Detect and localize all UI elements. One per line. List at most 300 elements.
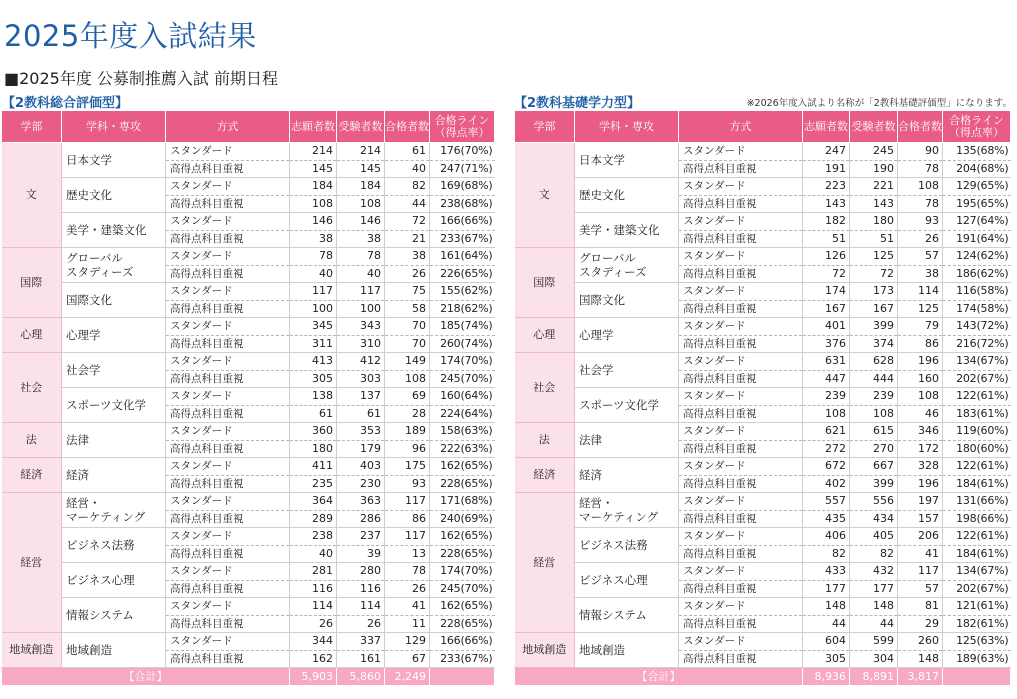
applicants-cell: 177 — [803, 580, 850, 598]
faculty-cell: 経済 — [515, 458, 575, 493]
major-cell: スポーツ文化学 — [575, 388, 679, 423]
examinees-cell: 137 — [337, 388, 385, 406]
header-pass-line-1: 合格ライン — [949, 113, 1004, 127]
method-cell: 高得点科目重視 — [679, 475, 803, 493]
examinees-cell: 237 — [337, 528, 385, 546]
table-row — [515, 388, 1011, 406]
passers-cell: 328 — [898, 458, 943, 476]
pass-line-cell: 162(65%) — [430, 528, 495, 546]
passers-cell: 44 — [385, 195, 430, 213]
pass-line-cell: 116(58%) — [943, 283, 1011, 301]
header-passers: 合格者数 — [385, 111, 430, 143]
method-cell: 高得点科目重視 — [166, 475, 290, 493]
examinees-cell: 303 — [337, 370, 385, 388]
passers-cell: 129 — [385, 633, 430, 651]
table-row — [515, 598, 1011, 616]
passers-cell: 172 — [898, 440, 943, 458]
method-cell: 高得点科目重視 — [679, 580, 803, 598]
method-cell: 高得点科目重視 — [166, 160, 290, 178]
passers-cell: 13 — [385, 545, 430, 563]
examinees-cell: 444 — [850, 370, 898, 388]
method-cell: 高得点科目重視 — [679, 545, 803, 563]
passers-cell: 41 — [898, 545, 943, 563]
applicants-cell: 116 — [290, 580, 337, 598]
pass-line-cell: 122(61%) — [943, 528, 1011, 546]
header-passers: 合格者数 — [898, 111, 943, 143]
major-cell: 歴史文化 — [575, 178, 679, 213]
total-label: 【合計】 — [515, 668, 803, 686]
pass-line-cell: 174(70%) — [430, 563, 495, 581]
pass-line-cell: 122(61%) — [943, 388, 1011, 406]
passers-cell: 149 — [385, 353, 430, 371]
pass-line-cell: 191(64%) — [943, 230, 1011, 248]
method-cell: 高得点科目重視 — [679, 510, 803, 528]
total-passers: 3,817 — [898, 668, 943, 686]
table-row — [2, 528, 495, 546]
applicants-cell: 376 — [803, 335, 850, 353]
applicants-cell: 51 — [803, 230, 850, 248]
examinees-cell: 190 — [850, 160, 898, 178]
table-label-kiso: 【2教科基礎学力型】 — [514, 96, 641, 111]
passers-cell: 75 — [385, 283, 430, 301]
major-name-line: グローバル — [579, 251, 636, 265]
method-cell: スタンダード — [166, 528, 290, 546]
applicants-cell: 145 — [290, 160, 337, 178]
pass-line-cell: 226(65%) — [430, 265, 495, 283]
passers-cell: 93 — [898, 213, 943, 231]
major-cell: 情報システム — [575, 598, 679, 633]
method-cell: 高得点科目重視 — [679, 195, 803, 213]
method-cell: 高得点科目重視 — [679, 370, 803, 388]
examinees-cell: 399 — [850, 475, 898, 493]
method-cell: スタンダード — [679, 143, 803, 161]
table-row — [2, 318, 495, 336]
method-cell: スタンダード — [679, 248, 803, 266]
examinees-cell: 405 — [850, 528, 898, 546]
method-cell: スタンダード — [166, 283, 290, 301]
applicants-cell: 411 — [290, 458, 337, 476]
applicants-cell: 305 — [290, 370, 337, 388]
table-row — [515, 213, 1011, 231]
passers-cell: 117 — [385, 528, 430, 546]
examinees-cell: 72 — [850, 265, 898, 283]
pass-line-cell: 222(63%) — [430, 440, 495, 458]
method-cell: スタンダード — [166, 248, 290, 266]
examinees-cell: 245 — [850, 143, 898, 161]
method-cell: スタンダード — [166, 458, 290, 476]
applicants-cell: 108 — [803, 405, 850, 423]
pass-line-cell: 202(67%) — [943, 370, 1011, 388]
passers-cell: 86 — [385, 510, 430, 528]
pass-line-cell: 127(64%) — [943, 213, 1011, 231]
applicants-cell: 143 — [803, 195, 850, 213]
table-row — [2, 178, 495, 196]
major-cell — [575, 248, 679, 283]
pass-line-cell: 135(68%) — [943, 143, 1011, 161]
method-cell: スタンダード — [679, 598, 803, 616]
method-cell: スタンダード — [679, 283, 803, 301]
pass-line-cell: 160(64%) — [430, 388, 495, 406]
table-row — [515, 353, 1011, 371]
pass-line-cell: 198(66%) — [943, 510, 1011, 528]
examinees-cell: 177 — [850, 580, 898, 598]
method-cell: 高得点科目重視 — [166, 370, 290, 388]
major-cell: ビジネス心理 — [575, 563, 679, 598]
passers-cell: 117 — [385, 493, 430, 511]
pass-line-cell: 171(68%) — [430, 493, 495, 511]
passers-cell: 28 — [385, 405, 430, 423]
examinees-cell: 40 — [337, 265, 385, 283]
passers-cell: 78 — [385, 563, 430, 581]
passers-cell: 40 — [385, 160, 430, 178]
examinees-cell: 179 — [337, 440, 385, 458]
method-cell: 高得点科目重視 — [679, 335, 803, 353]
method-cell: 高得点科目重視 — [166, 195, 290, 213]
applicants-cell: 345 — [290, 318, 337, 336]
pass-line-cell: 245(70%) — [430, 370, 495, 388]
major-cell: 歴史文化 — [62, 178, 166, 213]
faculty-cell: 経営 — [2, 493, 62, 633]
passers-cell: 78 — [898, 195, 943, 213]
major-cell: 経済 — [575, 458, 679, 493]
pass-line-cell: 122(61%) — [943, 458, 1011, 476]
table-row — [515, 563, 1011, 581]
examinees-cell: 108 — [850, 405, 898, 423]
pass-line-cell: 240(69%) — [430, 510, 495, 528]
table-row — [515, 633, 1011, 651]
pass-line-cell: 245(70%) — [430, 580, 495, 598]
total-examinees: 8,891 — [850, 668, 898, 686]
table-header-row — [2, 111, 495, 143]
method-cell: スタンダード — [679, 213, 803, 231]
pass-line-cell: 183(61%) — [943, 405, 1011, 423]
major-name-line: マーケティング — [579, 510, 659, 524]
examinees-cell: 145 — [337, 160, 385, 178]
pass-line-cell: 228(65%) — [430, 475, 495, 493]
total-pass-line — [943, 668, 1011, 686]
applicants-cell: 223 — [803, 178, 850, 196]
passers-cell: 81 — [898, 598, 943, 616]
header-method: 方式 — [679, 111, 803, 143]
examinees-cell: 337 — [337, 633, 385, 651]
examinees-cell: 125 — [850, 248, 898, 266]
major-name-line: スタディーズ — [579, 265, 647, 279]
table-row — [515, 318, 1011, 336]
passers-cell: 114 — [898, 283, 943, 301]
total-row — [2, 668, 495, 686]
applicants-cell: 38 — [290, 230, 337, 248]
pass-line-cell: 189(63%) — [943, 650, 1011, 668]
table-label-sougou: 【2教科総合評価型】 — [2, 96, 129, 111]
applicants-cell: 344 — [290, 633, 337, 651]
examinees-cell: 310 — [337, 335, 385, 353]
examinees-cell: 412 — [337, 353, 385, 371]
passers-cell: 78 — [898, 160, 943, 178]
passers-cell: 108 — [898, 388, 943, 406]
pass-line-cell: 121(61%) — [943, 598, 1011, 616]
faculty-cell: 経済 — [2, 458, 62, 493]
passers-cell: 196 — [898, 353, 943, 371]
pass-line-cell: 161(64%) — [430, 248, 495, 266]
passers-cell: 82 — [385, 178, 430, 196]
pass-line-cell: 180(60%) — [943, 440, 1011, 458]
method-cell: 高得点科目重視 — [166, 440, 290, 458]
examinees-cell: 286 — [337, 510, 385, 528]
examinees-cell: 180 — [850, 213, 898, 231]
method-cell: 高得点科目重視 — [166, 300, 290, 318]
applicants-cell: 272 — [803, 440, 850, 458]
passers-cell: 70 — [385, 335, 430, 353]
header-pass-line-1: 合格ライン — [434, 113, 490, 127]
pass-line-cell: 131(66%) — [943, 493, 1011, 511]
method-cell: 高得点科目重視 — [679, 440, 803, 458]
applicants-cell: 281 — [290, 563, 337, 581]
pass-line-cell: 169(68%) — [430, 178, 495, 196]
method-cell: 高得点科目重視 — [679, 230, 803, 248]
applicants-cell: 126 — [803, 248, 850, 266]
header-pass-line-2: （得点率） — [434, 125, 490, 139]
applicants-cell: 360 — [290, 423, 337, 441]
examinees-cell: 628 — [850, 353, 898, 371]
applicants-cell: 621 — [803, 423, 850, 441]
applicants-cell: 413 — [290, 353, 337, 371]
examinees-cell: 61 — [337, 405, 385, 423]
method-cell: スタンダード — [679, 528, 803, 546]
passers-cell: 29 — [898, 615, 943, 633]
applicants-cell: 604 — [803, 633, 850, 651]
table-row — [515, 493, 1011, 511]
examinees-cell: 39 — [337, 545, 385, 563]
applicants-cell: 40 — [290, 265, 337, 283]
passers-cell: 189 — [385, 423, 430, 441]
major-name-line: 経営・ — [66, 496, 101, 510]
total-label: 【合計】 — [2, 668, 290, 686]
method-cell: スタンダード — [166, 493, 290, 511]
applicants-cell: 78 — [290, 248, 337, 266]
pass-line-cell: 186(62%) — [943, 265, 1011, 283]
major-cell: ビジネス心理 — [62, 563, 166, 598]
examinees-cell: 82 — [850, 545, 898, 563]
table-row — [2, 353, 495, 371]
method-cell: スタンダード — [679, 423, 803, 441]
total-row — [515, 668, 1011, 686]
pass-line-cell: 143(72%) — [943, 318, 1011, 336]
examinees-cell: 363 — [337, 493, 385, 511]
faculty-cell: 社会 — [2, 353, 62, 423]
total-pass-line — [430, 668, 495, 686]
method-cell: スタンダード — [679, 318, 803, 336]
faculty-cell: 法 — [515, 423, 575, 458]
table-row — [2, 213, 495, 231]
applicants-cell: 114 — [290, 598, 337, 616]
header-applicants: 志願者数 — [290, 111, 337, 143]
passers-cell: 96 — [385, 440, 430, 458]
major-cell: 国際文化 — [575, 283, 679, 318]
passers-cell: 117 — [898, 563, 943, 581]
method-cell: 高得点科目重視 — [166, 545, 290, 563]
total-applicants: 5,903 — [290, 668, 337, 686]
method-cell: スタンダード — [679, 493, 803, 511]
pass-line-cell: 125(63%) — [943, 633, 1011, 651]
pass-line-cell: 176(70%) — [430, 143, 495, 161]
passers-cell: 26 — [385, 580, 430, 598]
passers-cell: 175 — [385, 458, 430, 476]
applicants-cell: 401 — [803, 318, 850, 336]
table-row — [2, 493, 495, 511]
method-cell: スタンダード — [679, 458, 803, 476]
header-gakubu: 学部 — [515, 111, 575, 143]
applicants-cell: 174 — [803, 283, 850, 301]
major-cell — [575, 493, 679, 528]
applicants-cell: 672 — [803, 458, 850, 476]
major-cell: 法律 — [575, 423, 679, 458]
pass-line-cell: 202(67%) — [943, 580, 1011, 598]
passers-cell: 148 — [898, 650, 943, 668]
passers-cell: 108 — [385, 370, 430, 388]
method-cell: スタンダード — [166, 633, 290, 651]
passers-cell: 38 — [385, 248, 430, 266]
applicants-cell: 162 — [290, 650, 337, 668]
faculty-cell: 地域創造 — [2, 633, 62, 668]
applicants-cell: 447 — [803, 370, 850, 388]
examinees-cell: 221 — [850, 178, 898, 196]
table-row — [515, 248, 1011, 266]
method-cell: 高得点科目重視 — [166, 265, 290, 283]
pass-line-cell: 204(68%) — [943, 160, 1011, 178]
applicants-cell: 82 — [803, 545, 850, 563]
major-cell: 心理学 — [62, 318, 166, 353]
passers-cell: 108 — [898, 178, 943, 196]
passers-cell: 11 — [385, 615, 430, 633]
header-major: 学科・専攻 — [575, 111, 679, 143]
method-cell: スタンダード — [166, 598, 290, 616]
major-cell: 情報システム — [62, 598, 166, 633]
table-row — [2, 388, 495, 406]
faculty-cell: 国際 — [515, 248, 575, 318]
pass-line-cell: 184(61%) — [943, 545, 1011, 563]
method-cell: スタンダード — [166, 423, 290, 441]
examinees-cell: 173 — [850, 283, 898, 301]
examinees-cell: 434 — [850, 510, 898, 528]
method-cell: 高得点科目重視 — [166, 580, 290, 598]
table-row — [515, 283, 1011, 301]
passers-cell: 196 — [898, 475, 943, 493]
pass-line-cell: 238(68%) — [430, 195, 495, 213]
examinees-cell: 239 — [850, 388, 898, 406]
examinees-cell: 100 — [337, 300, 385, 318]
passers-cell: 93 — [385, 475, 430, 493]
examinees-cell: 143 — [850, 195, 898, 213]
examinees-cell: 78 — [337, 248, 385, 266]
pass-line-cell: 166(66%) — [430, 213, 495, 231]
total-examinees: 5,860 — [337, 668, 385, 686]
table-row — [2, 143, 495, 161]
applicants-cell: 61 — [290, 405, 337, 423]
major-name-line: スタディーズ — [66, 265, 134, 279]
major-cell: 美学・建築文化 — [62, 213, 166, 248]
passers-cell: 69 — [385, 388, 430, 406]
method-cell: 高得点科目重視 — [166, 615, 290, 633]
table-row — [515, 178, 1011, 196]
section-subtitle: ■2025年度 公募制推薦入試 前期日程 — [4, 69, 279, 88]
passers-cell: 346 — [898, 423, 943, 441]
table-row — [515, 458, 1011, 476]
method-cell: 高得点科目重視 — [679, 650, 803, 668]
table-row — [515, 528, 1011, 546]
faculty-cell: 法 — [2, 423, 62, 458]
page-title: 2025年度入試結果 — [4, 19, 257, 53]
method-cell: スタンダード — [166, 563, 290, 581]
applicants-cell: 239 — [803, 388, 850, 406]
applicants-cell: 146 — [290, 213, 337, 231]
major-cell — [62, 493, 166, 528]
major-name-line: グローバル — [66, 251, 123, 265]
passers-cell: 57 — [898, 580, 943, 598]
pass-line-cell: 216(72%) — [943, 335, 1011, 353]
method-cell: スタンダード — [166, 388, 290, 406]
examinees-cell: 214 — [337, 143, 385, 161]
pass-line-cell: 174(58%) — [943, 300, 1011, 318]
pass-line-cell: 119(60%) — [943, 423, 1011, 441]
header-method: 方式 — [166, 111, 290, 143]
method-cell: 高得点科目重視 — [679, 615, 803, 633]
pass-line-cell: 166(66%) — [430, 633, 495, 651]
examinees-cell: 184 — [337, 178, 385, 196]
examinees-cell: 117 — [337, 283, 385, 301]
method-cell: スタンダード — [166, 353, 290, 371]
total-passers: 2,249 — [385, 668, 430, 686]
method-cell: 高得点科目重視 — [679, 405, 803, 423]
method-cell: 高得点科目重視 — [166, 230, 290, 248]
faculty-cell: 地域創造 — [515, 633, 575, 668]
examinees-cell: 280 — [337, 563, 385, 581]
examinees-cell: 230 — [337, 475, 385, 493]
pass-line-cell: 174(70%) — [430, 353, 495, 371]
major-cell: 心理学 — [575, 318, 679, 353]
pass-line-cell: 162(65%) — [430, 598, 495, 616]
method-cell: 高得点科目重視 — [679, 300, 803, 318]
applicants-cell: 214 — [290, 143, 337, 161]
passers-cell: 67 — [385, 650, 430, 668]
table-row — [2, 563, 495, 581]
pass-line-cell: 228(65%) — [430, 545, 495, 563]
faculty-cell: 社会 — [515, 353, 575, 423]
major-cell: 地域創造 — [62, 633, 166, 668]
applicants-cell: 167 — [803, 300, 850, 318]
method-cell: スタンダード — [166, 318, 290, 336]
examinees-cell: 399 — [850, 318, 898, 336]
applicants-cell: 191 — [803, 160, 850, 178]
table-row — [515, 143, 1011, 161]
applicants-cell: 180 — [290, 440, 337, 458]
applicants-cell: 40 — [290, 545, 337, 563]
method-cell: 高得点科目重視 — [679, 265, 803, 283]
pass-line-cell: 218(62%) — [430, 300, 495, 318]
passers-cell: 61 — [385, 143, 430, 161]
applicants-cell: 184 — [290, 178, 337, 196]
applicants-cell: 138 — [290, 388, 337, 406]
applicants-cell: 433 — [803, 563, 850, 581]
applicants-cell: 182 — [803, 213, 850, 231]
applicants-cell: 364 — [290, 493, 337, 511]
table-header-row — [515, 111, 1011, 143]
pass-line-cell: 260(74%) — [430, 335, 495, 353]
pass-line-cell: 162(65%) — [430, 458, 495, 476]
passers-cell: 86 — [898, 335, 943, 353]
passers-cell: 38 — [898, 265, 943, 283]
examinees-cell: 26 — [337, 615, 385, 633]
examinees-cell: 403 — [337, 458, 385, 476]
